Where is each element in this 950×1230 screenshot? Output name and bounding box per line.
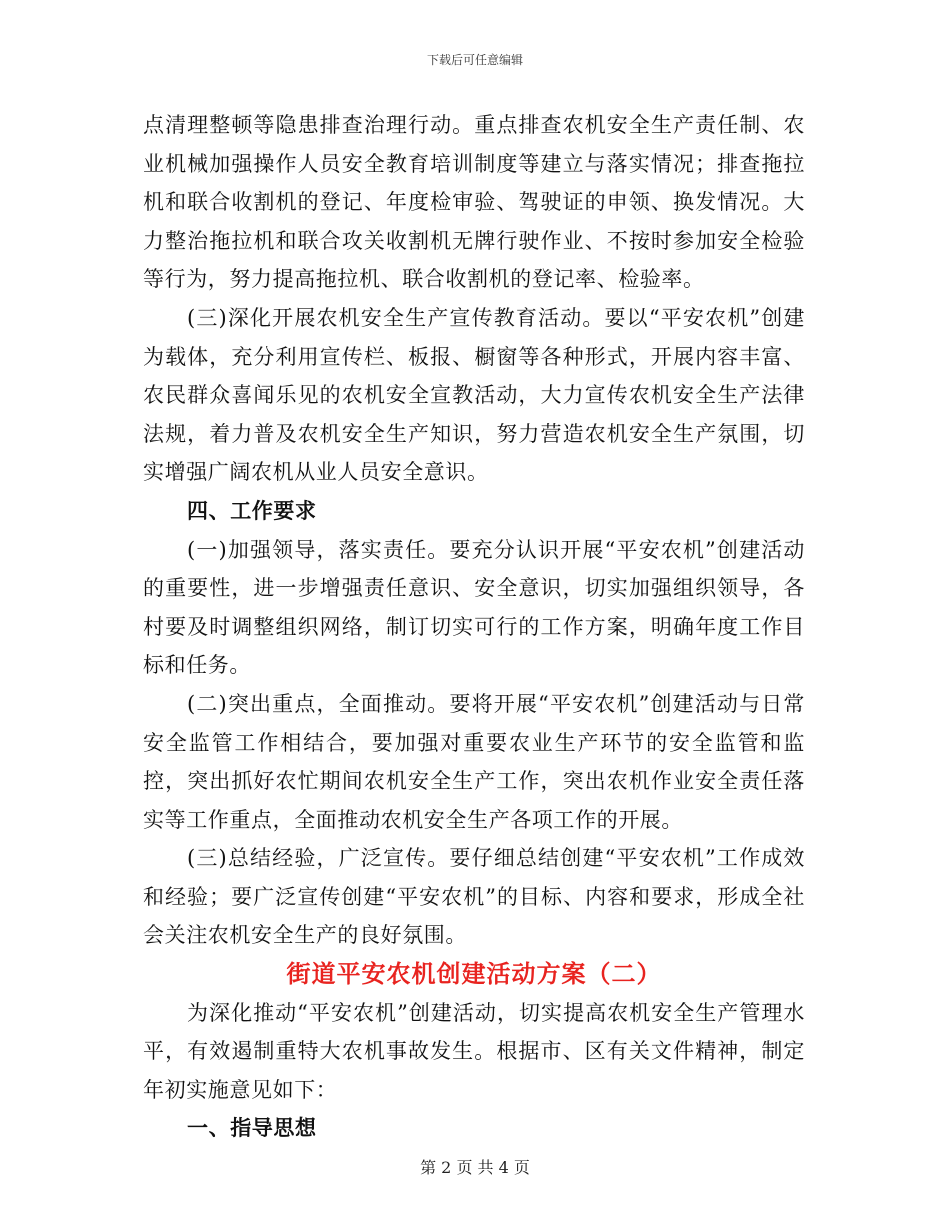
paragraph-leadership: (一)加强领导，落实责任。要充分认识开展“平安农机”创建活动的重要性，进一步增强责任意识、安全意识，切实加强组织领导，各村要及时调整组织网络，制订切实可行的工作方案，明确年度工作目标和任务。: [143, 537, 805, 678]
paragraph-intro: 为深化推动“平安农机”创建活动，切实提高农机安全生产管理水平，有效遏制重特大农机事故发生。根据市、区有关文件精神，制定年初实施意见如下：: [143, 1000, 805, 1102]
page-header: 下载后可任意编辑: [426, 53, 523, 67]
paragraph-summary: (三)总结经验，广泛宣传。要仔细总结创建“平安农机”工作成效和经验；要广泛宣传创建“平安农机”的目标、内容和要求，形成全社会关注农机安全生产的良好氛围。: [143, 846, 805, 948]
section-heading-requirements: 四、工作要求: [187, 497, 317, 523]
section-heading-guiding-ideology: 一、指导思想: [187, 1115, 317, 1141]
document-body: [143, 106, 805, 1148]
paragraph-publicity-education: (三)深化开展农机安全生产宣传教育活动。要以“平安农机”创建为载体，充分利用宣传栏、板报、橱窗等各种形式，开展内容丰富、农民群众喜闻乐见的农机安全宣教活动，大力宣传农机安全生产法律法规，着力普及农机安全生产知识，努力营造农机安全生产氛围，切实增强广阔农机从业人员安全意识。: [143, 305, 805, 485]
page-number: 第 2 页 共 4 页: [420, 1158, 530, 1177]
paragraph-inspection: 点清理整顿等隐患排查治理行动。重点排查农机安全生产责任制、农业机械加强操作人员安全教育培训制度等建立与落实情况；排查拖拉机和联合收割机的登记、年度检审验、驾驶证的申领、换发情况。大力整治拖拉机和联合攻关收割机无牌行驶作业、不按时参加安全检验等行为，努力提高拖拉机、联合收割机的登记率、检验率。: [143, 113, 805, 292]
document-title: 街道平安农机创建活动方案（二）: [286, 959, 662, 989]
paragraph-key-points: (二)突出重点，全面推动。要将开展“平安农机”创建活动与日常安全监管工作相结合，要加强对重要农业生产环节的安全监管和监控，突出抓好农忙期间农机安全生产工作，突出农机作业安全责任落实等工作重点，全面推动农机安全生产各项工作的开展。: [143, 691, 805, 832]
